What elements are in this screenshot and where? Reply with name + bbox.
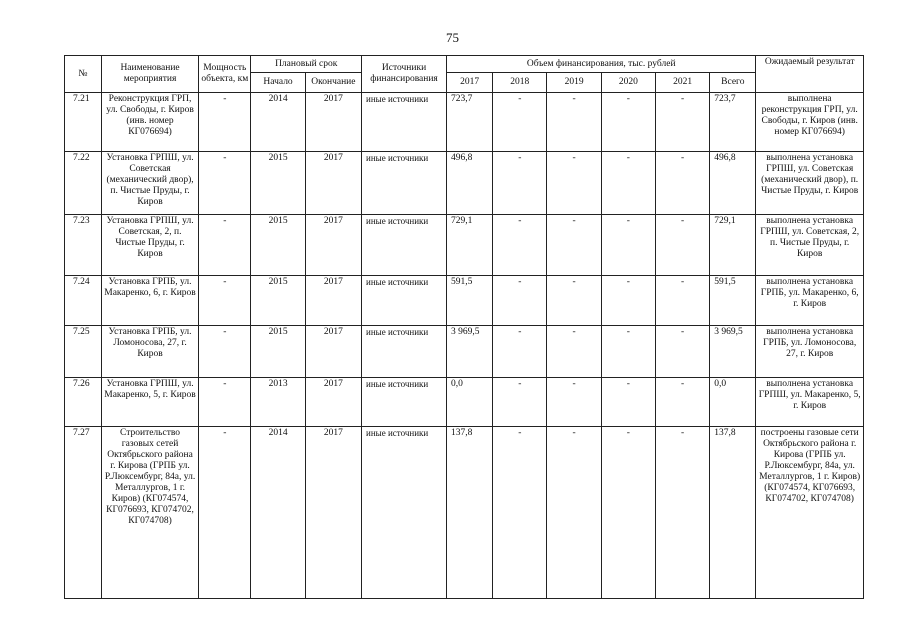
row-2018: -	[493, 152, 547, 215]
row-end: 2017	[305, 378, 361, 427]
row-name: Реконструкция ГРП, ул. Свободы, г. Киров (инв. номер КГ076694)	[101, 93, 198, 152]
row-start: 2015	[251, 276, 305, 326]
row-2020: -	[601, 427, 655, 599]
row-result: выполнена реконструкция ГРП, ул. Свободы, г. Киров (инв. номер КГ076694)	[756, 93, 864, 152]
header-total: Всего	[710, 73, 756, 93]
row-capacity: -	[199, 276, 251, 326]
row-total: 137,8	[710, 427, 756, 599]
row-total: 3 969,5	[710, 326, 756, 378]
row-2019: -	[547, 276, 601, 326]
row-name: Установка ГРПШ, ул. Советская (механический двор), п. Чистые Пруды, г. Киров	[101, 152, 198, 215]
table-row	[65, 326, 864, 378]
header-year-2021: 2021	[655, 73, 709, 93]
row-name: Установка ГРПШ, ул. Советская, 2, п. Чистые Пруды, г. Киров	[101, 215, 198, 276]
row-2017: 3 969,5	[447, 326, 493, 378]
row-2018: -	[493, 276, 547, 326]
row-capacity: -	[199, 326, 251, 378]
row-end: 2017	[305, 93, 361, 152]
table-row	[65, 276, 864, 326]
row-start: 2015	[251, 152, 305, 215]
row-2018: -	[493, 326, 547, 378]
row-2017: 591,5	[447, 276, 493, 326]
row-2021: -	[655, 93, 709, 152]
row-num: 7.22	[65, 152, 102, 215]
header-name: Наименование мероприятия	[101, 56, 198, 93]
row-name: Строительство газовых сетей Октябрьского района г. Кирова (ГРПБ ул. Р.Люксембург, 84а, ул. Металлургов, 1 г. Киров) (КГ074574, КГ076693, КГ074702, КГ074708)	[101, 427, 198, 599]
header-end: Окончание	[305, 73, 361, 93]
row-source: иные источники	[362, 93, 447, 152]
row-2020: -	[601, 276, 655, 326]
row-source: иные источники	[362, 215, 447, 276]
row-name: Установка ГРПШ, ул. Макаренко, 5, г. Киров	[101, 378, 198, 427]
row-start: 2014	[251, 427, 305, 599]
header-result: Ожидаемый результат	[756, 56, 864, 93]
row-result: выполнена установка ГРПБ, ул. Макаренко, 6, г. Киров	[756, 276, 864, 326]
row-end: 2017	[305, 152, 361, 215]
funding-table	[64, 55, 864, 599]
row-total: 591,5	[710, 276, 756, 326]
row-capacity: -	[199, 93, 251, 152]
row-capacity: -	[199, 427, 251, 599]
row-2018: -	[493, 427, 547, 599]
row-result: выполнена установка ГРПБ, ул. Ломоносова, 27, г. Киров	[756, 326, 864, 378]
header-year-2019: 2019	[547, 73, 601, 93]
row-end: 2017	[305, 215, 361, 276]
header-year-2018: 2018	[493, 73, 547, 93]
header-capacity: Мощность объекта, км	[199, 56, 251, 93]
row-2020: -	[601, 152, 655, 215]
table-row	[65, 427, 864, 599]
row-end: 2017	[305, 276, 361, 326]
row-result: выполнена установка ГРПШ, ул. Макаренко, 5, г. Киров	[756, 378, 864, 427]
row-result: построены газовые сети Октябрьского района г. Кирова (ГРПБ ул. Р.Люксембург, 84а, ул. Металлургов, 1 г. Киров) (КГ074574, КГ076693, КГ074702, КГ074708)	[756, 427, 864, 599]
row-2021: -	[655, 152, 709, 215]
row-2018: -	[493, 93, 547, 152]
table-row	[65, 378, 864, 427]
row-2018: -	[493, 378, 547, 427]
row-2017: 137,8	[447, 427, 493, 599]
row-result: выполнена установка ГРПШ, ул. Советская (механический двор), п. Чистые Пруды, г. Киров	[756, 152, 864, 215]
row-2019: -	[547, 152, 601, 215]
row-source: иные источники	[362, 378, 447, 427]
row-2017: 0,0	[447, 378, 493, 427]
header-year-2020: 2020	[601, 73, 655, 93]
row-2019: -	[547, 378, 601, 427]
row-num: 7.27	[65, 427, 102, 599]
row-2017: 729,1	[447, 215, 493, 276]
header-start: Начало	[251, 73, 305, 93]
row-2019: -	[547, 427, 601, 599]
row-num: 7.26	[65, 378, 102, 427]
page-number: 75	[446, 30, 459, 45]
row-2020: -	[601, 215, 655, 276]
row-capacity: -	[199, 152, 251, 215]
row-capacity: -	[199, 378, 251, 427]
row-2017: 723,7	[447, 93, 493, 152]
row-total: 729,1	[710, 215, 756, 276]
row-2021: -	[655, 215, 709, 276]
row-num: 7.23	[65, 215, 102, 276]
header-sources: Источники финансирования	[362, 56, 447, 93]
row-2018: -	[493, 215, 547, 276]
row-2020: -	[601, 378, 655, 427]
row-2021: -	[655, 378, 709, 427]
row-num: 7.25	[65, 326, 102, 378]
row-num: 7.24	[65, 276, 102, 326]
row-start: 2015	[251, 326, 305, 378]
row-name: Установка ГРПБ, ул. Макаренко, 6, г. Киров	[101, 276, 198, 326]
header-funding: Объем финансирования, тыс. рублей	[447, 56, 756, 73]
row-2020: -	[601, 326, 655, 378]
row-total: 723,7	[710, 93, 756, 152]
table-header	[65, 56, 864, 93]
row-2019: -	[547, 93, 601, 152]
row-2021: -	[655, 427, 709, 599]
header-planned-term: Плановый срок	[251, 56, 362, 73]
row-start: 2015	[251, 215, 305, 276]
header-year-2017: 2017	[447, 73, 493, 93]
header-num: №	[65, 56, 102, 93]
table-row	[65, 152, 864, 215]
row-total: 0,0	[710, 378, 756, 427]
row-end: 2017	[305, 326, 361, 378]
row-2020: -	[601, 93, 655, 152]
row-2021: -	[655, 326, 709, 378]
row-start: 2014	[251, 93, 305, 152]
row-source: иные источники	[362, 326, 447, 378]
row-result: выполнена установка ГРПШ, ул. Советская, 2, п. Чистые Пруды, г. Киров	[756, 215, 864, 276]
row-source: иные источники	[362, 152, 447, 215]
row-name: Установка ГРПБ, ул. Ломоносова, 27, г. Киров	[101, 326, 198, 378]
table-row	[65, 93, 864, 152]
row-2019: -	[547, 326, 601, 378]
row-2021: -	[655, 276, 709, 326]
row-num: 7.21	[65, 93, 102, 152]
row-total: 496,8	[710, 152, 756, 215]
row-capacity: -	[199, 215, 251, 276]
row-2017: 496,8	[447, 152, 493, 215]
row-source: иные источники	[362, 427, 447, 599]
row-start: 2013	[251, 378, 305, 427]
row-end: 2017	[305, 427, 361, 599]
table-row	[65, 215, 864, 276]
row-source: иные источники	[362, 276, 447, 326]
row-2019: -	[547, 215, 601, 276]
